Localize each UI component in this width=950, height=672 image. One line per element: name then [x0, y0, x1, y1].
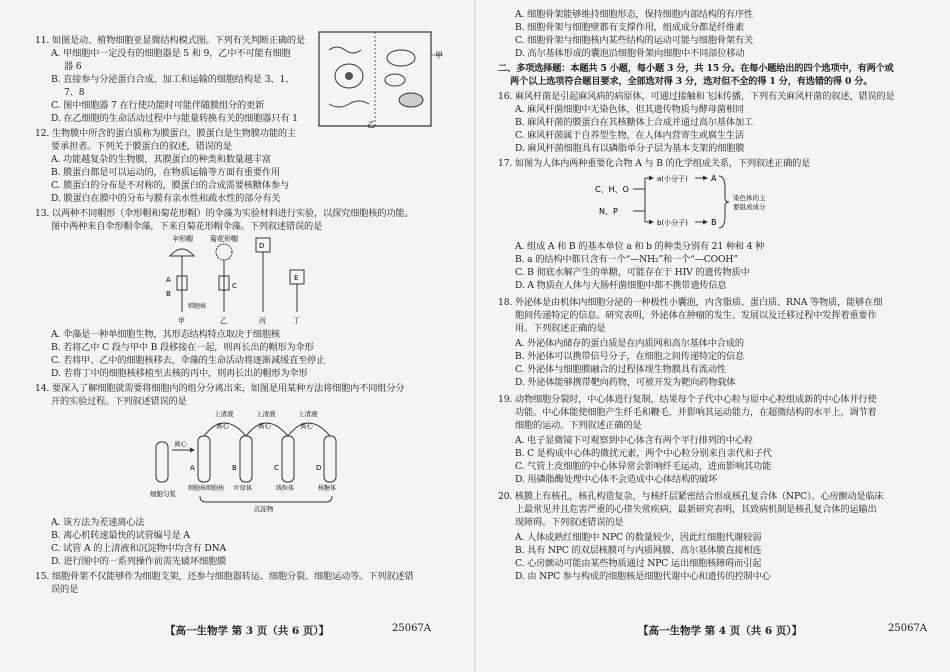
text-line: B. 外泌体可以携带信号分子，在细胞之间传递特定的信息: [515, 351, 745, 362]
text-line: 二、多项选择题：本题共 5 小题，每小题 3 分，共 15 分。在每小题给出的四个选项中，有两个或: [498, 63, 894, 74]
elements-cho: C、H、O: [595, 185, 629, 194]
tube-c: C: [274, 464, 279, 472]
text-line: B. 细胞骨架与细胞壁都有支撑作用，组成成分都是纤维素: [515, 22, 745, 33]
label-jia: 甲: [178, 317, 185, 325]
tube-a: A: [190, 464, 195, 472]
product-nucleus: 细胞核细胞核: [188, 485, 224, 492]
text-line: 要承担者。下列关于膜蛋白的叙述，错误的是: [51, 141, 232, 152]
text-line: 7、8: [64, 87, 85, 98]
text-line: 14. 要深入了解细胞就需要将细胞内的组分分离出来，如图是用某种方法将细胞内不同组分分: [35, 383, 405, 394]
text-line: C. 若将甲、乙中的细胞核移去，伞藻的生命活动将逐渐减缓直至停止: [51, 355, 326, 366]
text-line: 细胞的运动。下列叙述正确的是: [515, 420, 642, 431]
supernatant-2: 上清液: [256, 410, 276, 418]
label-yi: 乙: [220, 317, 227, 325]
page-footer: 【高一生物学 第 4 页（共 6 页）】: [638, 625, 803, 637]
header-chrysanthemum: 菊花形帽: [210, 235, 238, 243]
text-line: B. 直接参与分泌蛋白合成、加工和运输的细胞结构是 3、1、: [51, 74, 295, 85]
text-line: C. 气管上皮细胞的中心体异常会影响纤毛运动，进而影响其功能: [515, 461, 772, 472]
text-line: C. 外泌体与细胞膜融合的过程体现生物膜具有流动性: [515, 364, 726, 375]
text-line: D. 若将丁中的细胞核移植至去核的丙中，则再长出的帽形为伞形: [51, 368, 308, 379]
sediment-label: 沉淀物: [254, 505, 274, 512]
supernatant-1: 上清液: [214, 410, 234, 418]
label-ding: 丁: [293, 317, 300, 325]
tube-b: B: [232, 464, 237, 472]
text-line: 现障碍。下列叙述错误的是: [515, 517, 624, 528]
exam-code: 25067A: [392, 623, 432, 634]
text-line: C. 图中细胞器 7 在行使功能时可能伴随膜组分的更新: [51, 100, 265, 111]
text-line: D. 用磷脂酶处理中心体不会造成中心体结构的破坏: [515, 474, 718, 485]
step-spin-4: 离心: [300, 422, 313, 430]
cell-structure-diagram: [315, 30, 455, 128]
tube-d: D: [316, 464, 322, 472]
text-line: D. 进行图中的一系列操作前需先破坏细胞膜: [51, 556, 227, 567]
exam-page-4: [480, 0, 950, 672]
text-line: D. 膜蛋白在膜中的分布与膜有亲水性和疏水性的部分有关: [51, 193, 281, 204]
text-line: A. 人体成熟红细胞中 NPC 的数量较少，因此红细胞代谢较弱: [515, 532, 762, 543]
text-line: 17. 如图为人体内两种重要化合物 A 与 B 的化学组成关系，下列叙述正确的是: [498, 158, 811, 169]
product-mitochondria: 线粒体: [276, 485, 295, 492]
chromosome-label: 染色体的主要组成成分: [733, 194, 766, 211]
text-line: D. 在乙细胞的生命活动过程中与能量转换有关的细胞器只有 1: [51, 113, 298, 124]
page-footer: 【高一生物学 第 3 页（共 6 页）】: [165, 625, 330, 637]
text-line: 图中两种来自伞形帽伞藻，下来自菊花形帽伞藻。下列叙述错误的是: [51, 221, 323, 232]
exam-page-3: [0, 0, 470, 672]
text-line: C. 麻风杆菌属于自养型生物，在人体内营寄生或腐生生活: [515, 130, 744, 141]
text-line: B. 膜蛋白都是可以运动的，在物质运输等方面有重要作用: [51, 167, 281, 178]
text-line: 器 6: [64, 61, 82, 72]
step-spin-1: 离心: [174, 440, 187, 448]
supernatant-3: 上清液: [298, 410, 318, 418]
text-line: A. 该方法为差速离心法: [51, 517, 145, 528]
text-line: C. 细胞骨架与细胞核内某些结构的运动可能与细胞骨架有关: [515, 35, 754, 46]
small-molecule-b: b(小分子): [657, 219, 688, 227]
text-line: D. 麻风杆菌细胞具有以磷脂单分子层为基本支架的细胞膜: [515, 143, 745, 154]
text-line: A. 功能越复杂的生物膜，其膜蛋白的种类和数量越丰富: [51, 154, 271, 165]
text-line: 开的实验过程。下列叙述错误的是: [51, 396, 187, 407]
text-line: 12. 生物膜中所含的蛋白质称为膜蛋白，膜蛋白是生物膜功能的主: [35, 128, 296, 139]
text-line: 两个以上选项符合题目要求，全部选对得 3 分，选对但不全的得 1 分，有选错的得 0 分。: [510, 76, 873, 87]
text-line: D. 外泌体能够携带靶向药物，可被开发为靶向药物载体: [515, 377, 736, 388]
step-spin-2: 离心: [216, 422, 229, 430]
text-line: C. 试管 A 的上清液和沉淀物中均含有 DNA: [51, 543, 227, 554]
text-line: 胞间传递特定的信息。研究表明，外泌体在肿瘤的发生、发展以及迁移过程中发挥着重要作: [515, 310, 877, 321]
elements-np: N、P: [599, 207, 618, 216]
text-line: C. B 彻底水解产生的单糖，可能存在于 HIV 的遗传物质中: [515, 267, 750, 278]
text-line: A. 外泌体内储存的蛋白质是在内质网和高尔基体中合成的: [515, 338, 744, 349]
header-umbrella: 伞形帽: [172, 235, 193, 243]
text-line: 13. 以两种不同帽形（伞形帽和菊花形帽）的伞藻为实验材料进行实验，以探究细胞核的功能。: [35, 208, 414, 219]
compound-relation-diagram: [595, 172, 785, 234]
product-chloroplast: 叶绿体: [234, 485, 253, 492]
cell-label-yi: 乙: [367, 120, 375, 128]
text-line: 11. 如图是动、植物细胞亚显微结构模式图。下列有关判断正确的是: [35, 35, 305, 46]
small-molecule-a: a(小分子): [657, 175, 688, 183]
text-line: 15. 细胞骨架不仅能够作为细胞支架，还参与细胞器转运、细胞分裂、细胞运动等。下列叙述错: [35, 571, 414, 582]
part-c: C: [232, 282, 237, 290]
compound-a: A: [711, 174, 717, 183]
text-line: 上最常见并且危害严重的心律失常疾病，最新研究表明，其致病机制是核孔复合体的运输出: [515, 504, 877, 515]
label-bing: 丙: [259, 317, 266, 325]
step-homogenate: 细胞匀浆: [150, 490, 176, 498]
text-line: A. 细胞骨架能够维持细胞形态，保持细胞内部结构的有序性: [515, 9, 753, 20]
text-line: C. 心房颤动可能由某些物质通过 NPC 运出细胞核障碍而引起: [515, 558, 762, 569]
part-e: E: [294, 274, 299, 282]
product-ribosome: 核糖体: [318, 485, 337, 492]
compound-b: B: [711, 218, 717, 227]
text-line: A. 麻风杆菌细胞中无染色体，但其遗传物质与酵母菌相同: [515, 104, 744, 115]
text-line: 用。下列叙述正确的是: [515, 323, 606, 334]
text-line: A. 甲细胞中一定没有的细胞器是 5 和 9，乙中不可能有细胞: [51, 48, 291, 59]
text-line: C. 膜蛋白的分布是不对称的，膜蛋白的合成需要核糖体参与: [51, 180, 290, 191]
text-line: B. 若将乙中 C 段与甲中 B 段移接在一起，则再长出的帽形为伞形: [51, 342, 314, 353]
text-line: 误的是: [51, 584, 79, 595]
text-line: B. 具有 NPC 的双层核膜可与内质网膜、高尔基体膜直接相连: [515, 545, 762, 556]
text-line: A. 电子显微镜下可观察到中心体含有两个平行排列的中心粒: [515, 435, 753, 446]
page-gutter: [474, 0, 476, 672]
text-line: D. 高尔基体形成的囊泡沿细胞骨架向细胞中不同部位移动: [515, 48, 745, 59]
text-line: D. 由 NPC 参与构成的细胞核是细胞代谢中心和遗传的控制中心: [515, 571, 771, 582]
text-line: 功能。中心体能使细胞产生纤毛和鞭毛，并影响其运动能力，在超微结构的水平上，调节着: [515, 407, 877, 418]
exam-code: 25067A: [888, 623, 928, 634]
step-spin-3: 离心: [258, 422, 271, 430]
acetabularia-diagram: [160, 232, 330, 326]
text-line: 19. 动物细胞分裂时，中心体进行复制，结果每个子代中心粒与原中心粒组成新的中心体并行使: [498, 394, 877, 405]
nucleus-label: 细胞核: [188, 303, 207, 310]
centrifuge-diagram: [150, 408, 360, 512]
text-line: D. A 物质在人体与大肠杆菌细胞中都不携带遗传信息: [515, 280, 727, 291]
text-line: B. 离心机转速最快的试管编号是 A: [51, 530, 190, 541]
text-line: B. C 是构成中心体的微扰元素，两个中心粒分别来自亲代和子代: [515, 448, 772, 459]
part-d: D: [259, 242, 265, 250]
text-line: 18. 外泌体是由机体内细胞分泌的一种极性小囊泡，内含脂质、蛋白质、RNA 等物质，能够在细: [498, 297, 883, 308]
cell-label-jia: 甲: [435, 51, 443, 60]
text-line: 16. 麻风杆菌是引起麻风病的病原体，可通过接触和飞沫传播，下列有关麻风杆菌的叙述，错误的是: [498, 91, 895, 102]
text-line: 20. 核膜上有核孔，核孔构造复杂，与核纤层紧密结合形成核孔复合体（NPC）。心房颤动是临床: [498, 491, 884, 502]
text-line: B. a 的结构中都只含有一个“—NH₂”和一个“—COOH”: [515, 254, 738, 265]
text-line: A. 伞藻是一种单细胞生物，其形态结构特点取决于细胞核: [51, 329, 280, 340]
part-b: B: [166, 290, 171, 298]
text-line: B. 麻风杆菌的膜蛋白在其核糖体上合成并通过高尔基体加工: [515, 117, 754, 128]
text-line: A. 组成 A 和 B 的基本单位 a 和 b 的种类分别有 21 种和 4 种: [515, 241, 765, 252]
part-a: A: [166, 276, 171, 284]
